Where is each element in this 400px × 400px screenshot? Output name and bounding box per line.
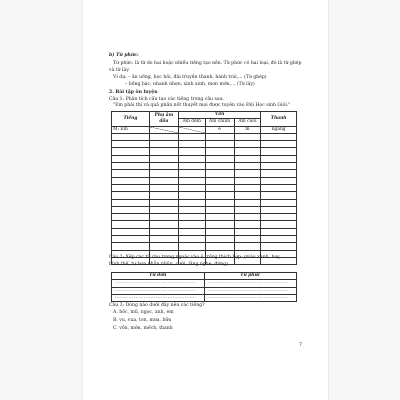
analysis-table [111,111,297,265]
table-row[interactable] [112,170,297,177]
header-am-dem: Âm đệm [178,119,205,126]
table-row[interactable] [112,133,297,140]
table-row[interactable] [112,214,297,221]
header-tu-phuc: Từ phức [204,273,297,280]
table-row[interactable] [112,280,297,287]
answer-tu-don[interactable]: ................................................ [112,287,205,294]
table-row[interactable] [112,177,297,184]
section-b-heading: b) Từ phức: [109,53,139,58]
cell-empty-slash [178,126,205,133]
answer-tu-phuc[interactable]: ................................................ [204,287,297,294]
option-b[interactable]: B. vu, vua, ton, mưa, bữu [113,318,172,323]
option-c[interactable]: C. vồn, mớn, mếch, thanh [113,326,173,331]
cell-am-chinh: e [205,126,234,133]
table-row[interactable] [112,155,297,162]
table-row[interactable] [112,141,297,148]
document-page [83,0,328,400]
section-b-line2: và từ láy. [109,68,130,73]
question-1: Câu 1: Phân tích cấu tạo các tiếng trong câu sau. [109,97,224,102]
question-2-line1: Câu 2: Xếp các từ cho trong ngoặc vào ô trống thích hợp: (màu xanh, bay, [109,255,281,260]
table-row[interactable] [112,243,297,250]
table-row[interactable] [112,287,297,294]
table-row[interactable] [112,236,297,243]
page-number: 7 [298,342,302,348]
answer-tu-don[interactable]: ................................................ [112,280,205,287]
header-tu-don: Từ đơn [112,273,205,280]
table-row[interactable] [112,199,297,206]
answer-tu-phuc[interactable]: ................................................ [204,294,297,301]
section-b-line1: Từ phức: là từ do hai hoặc nhiều tiếng tạo nên. Từ phức có hai loại, đó là từ ghép [113,61,302,66]
table-row[interactable] [112,184,297,191]
table-row[interactable] [112,221,297,228]
header-am-cuoi: Âm cuối [234,119,261,126]
table-row[interactable] [112,228,297,235]
example-tu-ghep: Ví dụ: – ăn uống, học hỏi, đài truyền thanh, bánh trái,... (Từ ghép) [113,75,267,80]
cell-empty-slash [149,126,178,133]
section-2-heading: 2. Bài tập ôn luyện [109,90,158,95]
header-thanh: Thanh [261,112,297,127]
cell-tieng: M: Em [112,126,150,133]
cell-thanh: ngang [261,126,297,133]
cell-am-cuoi: m [234,126,261,133]
example-tu-lay: – bồng bác, nhanh nhẹn, xinh xinh, mơn mởn,... (Từ láy) [125,82,255,87]
question-2-line2: bình thế, tự bon nhẫn nhũn, cười, lắng nghe, đứng) [109,262,228,267]
table-row[interactable] [112,163,297,170]
header-van: Vần [178,112,260,119]
answer-tu-phuc[interactable]: ................................................ [204,280,297,287]
question-1-quote: "Em phải thi và quả phấn nốt thuyết mọi được tuyên vào Đội Học sinh Giỏi." [113,103,291,108]
classification-table [111,272,297,302]
header-phu-am-dau: Phụ âm đầu [149,112,178,127]
table-row[interactable] [112,192,297,199]
header-am-chinh: Âm chính [205,119,234,126]
table-row [112,126,297,133]
header-tieng: Tiếng [112,112,150,127]
question-3: Câu 3: Dòng nào dưới đây nêu các tiếng? [109,303,205,308]
table-row[interactable] [112,148,297,155]
answer-tu-don[interactable]: ................................................ [112,294,205,301]
table-row[interactable] [112,294,297,301]
table-row[interactable] [112,206,297,213]
option-a[interactable]: A. hốc, mũ, ngọc, anh, em [113,310,174,315]
